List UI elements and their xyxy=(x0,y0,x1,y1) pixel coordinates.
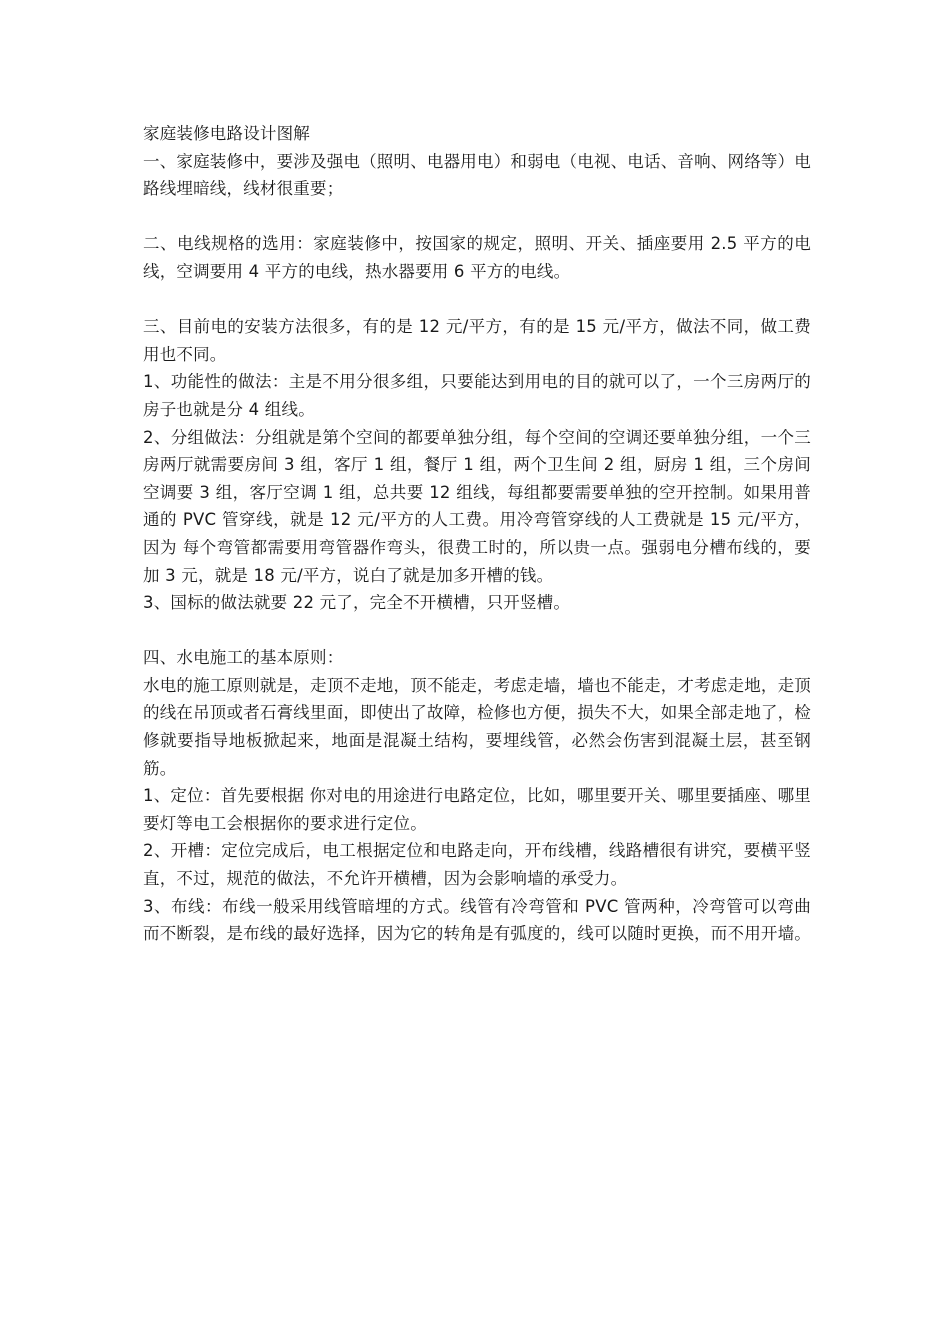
paragraph-spacer xyxy=(143,617,811,645)
paragraph-slotting: 2、开槽：定位完成后，电工根据定位和电路走向，开布线槽，线路槽很有讲究，要横平竖直，不过，规范的做法，不允许开横槽，因为会影响墙的承受力。 xyxy=(143,841,811,889)
document-title: 家庭装修电路设计图解 xyxy=(143,124,310,143)
paragraph-national-standard: 3、国标的做法就要 22 元了，完全不开横槽，只开竖槽。 xyxy=(143,593,571,613)
section-heading-principles: 四、水电施工的基本原则： xyxy=(143,648,344,668)
paragraph-wire-spec: 二、电线规格的选用：家庭装修中，按国家的规定，照明、开关、插座要用 2.5 平方的电线，空调要用 4 平方的电线，热水器要用 6 平方的电线。 xyxy=(143,234,811,281)
paragraph-functional-method: 1、功能性的做法：主是不用分很多组，只要能达到用电的目的就可以了，一个三房两厅的房子也就是分 4 组线。 xyxy=(143,372,811,419)
paragraph-spacer xyxy=(143,203,811,231)
paragraph-intro: 一、家庭装修中，要涉及强电（照明、电器用电）和弱电（电视、电话、音响、网络等）电路线埋暗线，线材很重要； xyxy=(143,151,811,199)
document-body xyxy=(143,120,811,948)
paragraph-positioning: 1、定位：首先要根据 你对电的用途进行电路定位，比如，哪里要开关、哪里要插座、哪里要灯等电工会根据你的要求进行定位。 xyxy=(143,786,811,833)
paragraph-wiring: 3、布线：布线一般采用线管暗埋的方式。线管有冷弯管和 PVC 管两种，冷弯管可以弯曲而不断裂，是布线的最好选择，因为它的转角是有弧度的，线可以随时更换，而不用开墙。 xyxy=(143,896,811,944)
paragraph-spacer xyxy=(143,286,811,314)
paragraph-grouping-method: 2、分组做法：分组就是第个空间的都要单独分组，每个空间的空调还要单独分组，一个三房两厅就需要房间 3 组，客厅 1 组，餐厅 1 组，两个卫生间 2 组，厨房 1 组，三个房间空调要 3 组，客厅空调 1 组，总共要 12 组线，每组都要需要单独的空开控制。如果用普通的 PVC 管穿线，就是 12 元/平方的人工费。用冷弯管穿线的人工费就是 15 元/平方，因为 每个弯管都需要用弯管器作弯头，很费工时的，所以贵一点。强弱电分槽布线的，要加 3 元，就是 18 元/平方，说白了就是加多开槽的钱。 xyxy=(143,427,811,585)
paragraph-install-methods: 三、目前电的安装方法很多，有的是 12 元/平方，有的是 15 元/平方，做法不同，做工费用也不同。 xyxy=(143,317,811,364)
paragraph-principles: 水电的施工原则就是，走顶不走地，顶不能走，考虑走墙，墙也不能走，才考虑走地，走顶的线在吊顶或者石膏线里面，即使出了故障，检修也方便，损失不大，如果全部走地了，检修就要指导地板掀起来，地面是混凝土结构，要埋线管，必然会伤害到混凝土层，甚至钢筋。 xyxy=(143,675,811,778)
